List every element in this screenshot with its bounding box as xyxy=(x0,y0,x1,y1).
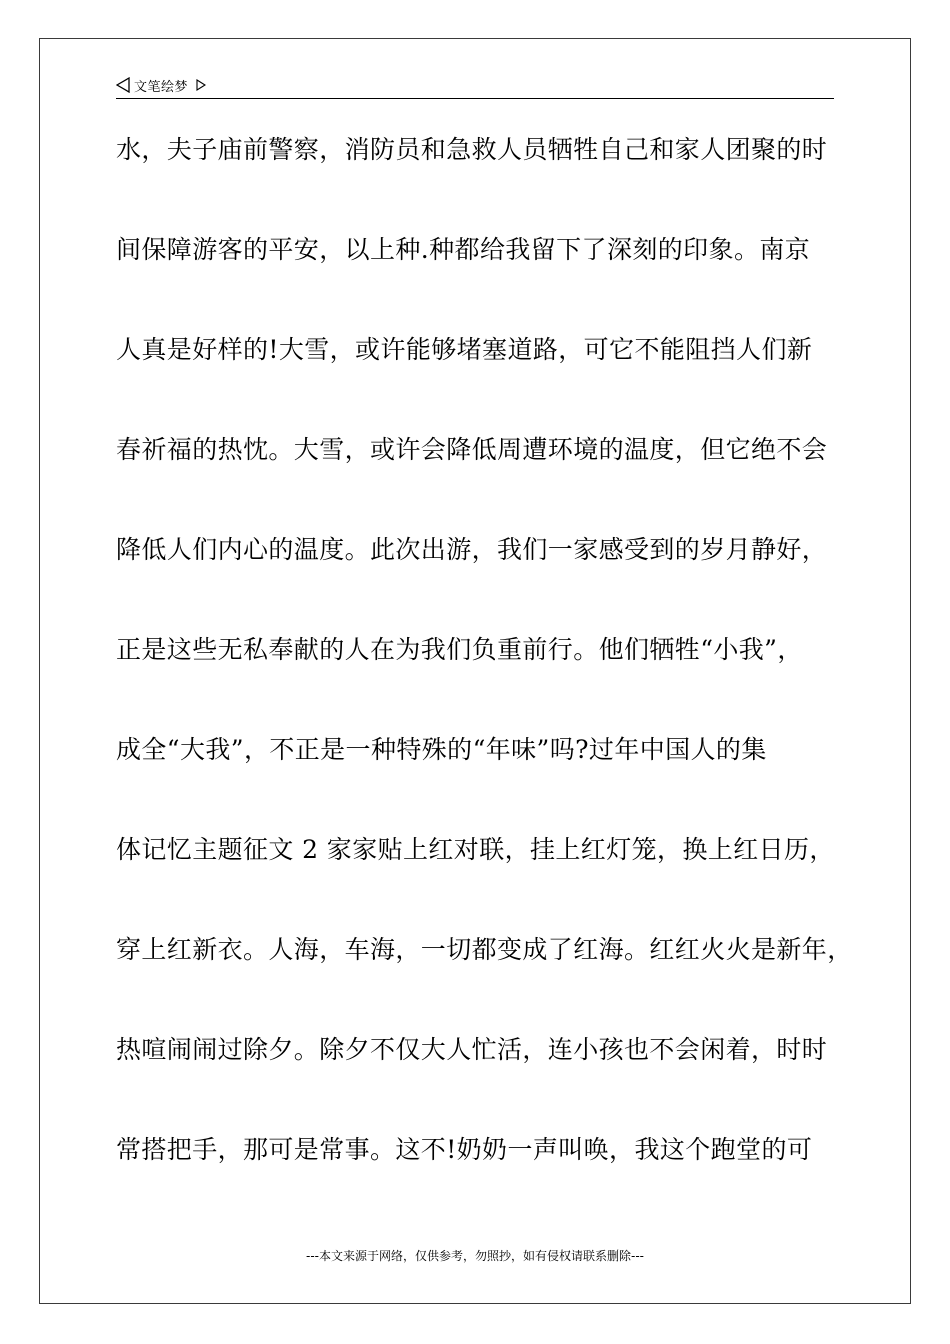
text-line: 体记忆主题征文 2 家家贴上红对联，挂上红灯笼，换上红日历， xyxy=(116,835,835,864)
text-line: 常搭把手，那可是常事。这不!奶奶一声叫唤，我这个跑堂的可 xyxy=(116,1135,813,1164)
page-header xyxy=(116,72,834,99)
triangle-left-icon xyxy=(116,77,130,93)
text-line: 热喧闹闹过除夕。除夕不仅大人忙活，连小孩也不会闲着，时时 xyxy=(116,1035,828,1064)
header-title: 文笔绘梦 xyxy=(134,79,189,95)
page-footer: ---本文来源于网络，仅供参考，勿照抄，如有侵权请联系删除--- xyxy=(306,1249,644,1263)
text-line: 春祈福的热忱。大雪，或许会降低周遭环境的温度，但它绝不会 xyxy=(116,435,828,464)
body-text xyxy=(116,125,856,1225)
text-line: 水，夫子庙前警察，消防员和急救人员牺牲自己和家人团聚的时 xyxy=(116,135,828,164)
triangle-right-icon xyxy=(196,79,206,91)
text-line: 穿上红新衣。人海，车海，一切都变成了红海。红红火火是新年， xyxy=(116,935,853,964)
text-line: 正是这些无私奉献的人在为我们负重前行。他们牺牲“小我”， xyxy=(116,635,803,664)
text-line: 成全“大我”，不正是一种特殊的“年味”吗?过年中国人的集 xyxy=(116,735,767,764)
text-line: 人真是好样的!大雪，或许能够堵塞道路，可它不能阻挡人们新 xyxy=(116,335,813,364)
text-line: 间保障游客的平安，以上种.种都给我留下了深刻的印象。南京 xyxy=(116,235,811,264)
text-line: 降低人们内心的温度。此次出游，我们一家感受到的岁月静好， xyxy=(116,535,828,564)
